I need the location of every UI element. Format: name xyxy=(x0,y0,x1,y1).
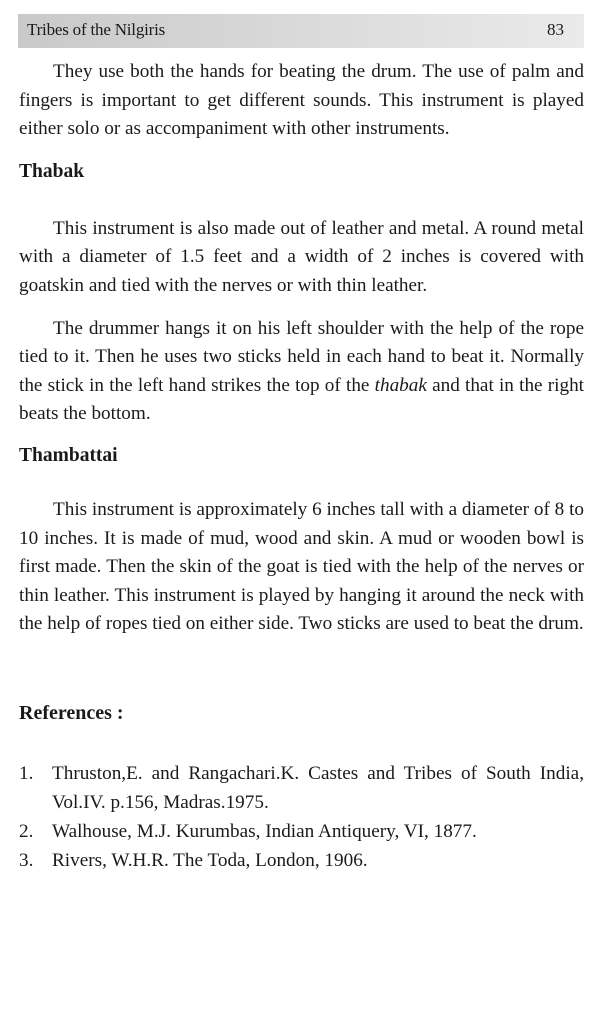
intro-paragraph: They use both the hands for beating the drum. The use of palm and fingers is important to get different sounds. This instrument is played either solo or as accompaniment with other instruments. xyxy=(19,61,584,140)
reference-text: Thruston,E. and Rangachari.K. Castes and Tribes of South India, Vol.IV. p.156, Madras.1975. xyxy=(52,762,584,813)
section-heading-thambattai: Thambattai xyxy=(19,444,118,466)
reference-item xyxy=(19,817,584,846)
references-heading: References : xyxy=(19,701,124,724)
thabak-paragraph-2-text-a: The drummer hangs it on his left shoulder with the help of the rope tied to it. Then he uses two sticks held in each hand to beat it. Normally the stick in the left hand strikes the top of the xyxy=(19,317,584,396)
running-header xyxy=(18,14,584,48)
thabak-paragraph-2 xyxy=(19,315,584,429)
reference-text: Walhouse, M.J. Kurumbas, Indian Antiquery, VI, 1877. xyxy=(52,820,477,842)
page-number: 83 xyxy=(547,20,564,39)
reference-item xyxy=(19,759,584,817)
thabak-paragraph-1: This instrument is also made out of leather and metal. A round metal with a diameter of 1.5 feet and a width of 2 inches is covered with goatskin and tied with the nerves or with thin leather. xyxy=(19,217,584,296)
reference-item xyxy=(19,846,584,875)
thabak-paragraph-2-text-b: and that in the right beats the bottom. xyxy=(19,374,584,425)
thabak-italic-term: thabak xyxy=(374,374,427,396)
book-title: Tribes of the Nilgiris xyxy=(27,20,166,39)
reference-text: Rivers, W.H.R. The Toda, London, 1906. xyxy=(52,849,368,871)
reference-number: 1. xyxy=(19,762,34,784)
references-list xyxy=(19,759,584,875)
page-body xyxy=(19,58,584,875)
reference-number: 3. xyxy=(19,849,34,871)
reference-number: 2. xyxy=(19,820,34,842)
section-heading-thabak: Thabak xyxy=(19,160,85,182)
thambattai-paragraph: This instrument is approximately 6 inches tall with a diameter of 8 to 10 inches. It is made of mud, wood and skin. A mud or wooden bowl is first made. Then the skin of the goat is tied with the help of the nerves or thin leather. This instrument is played by hanging it around the neck with the help of ropes tied on either side. Two sticks are used to beat the drum. xyxy=(19,498,584,635)
